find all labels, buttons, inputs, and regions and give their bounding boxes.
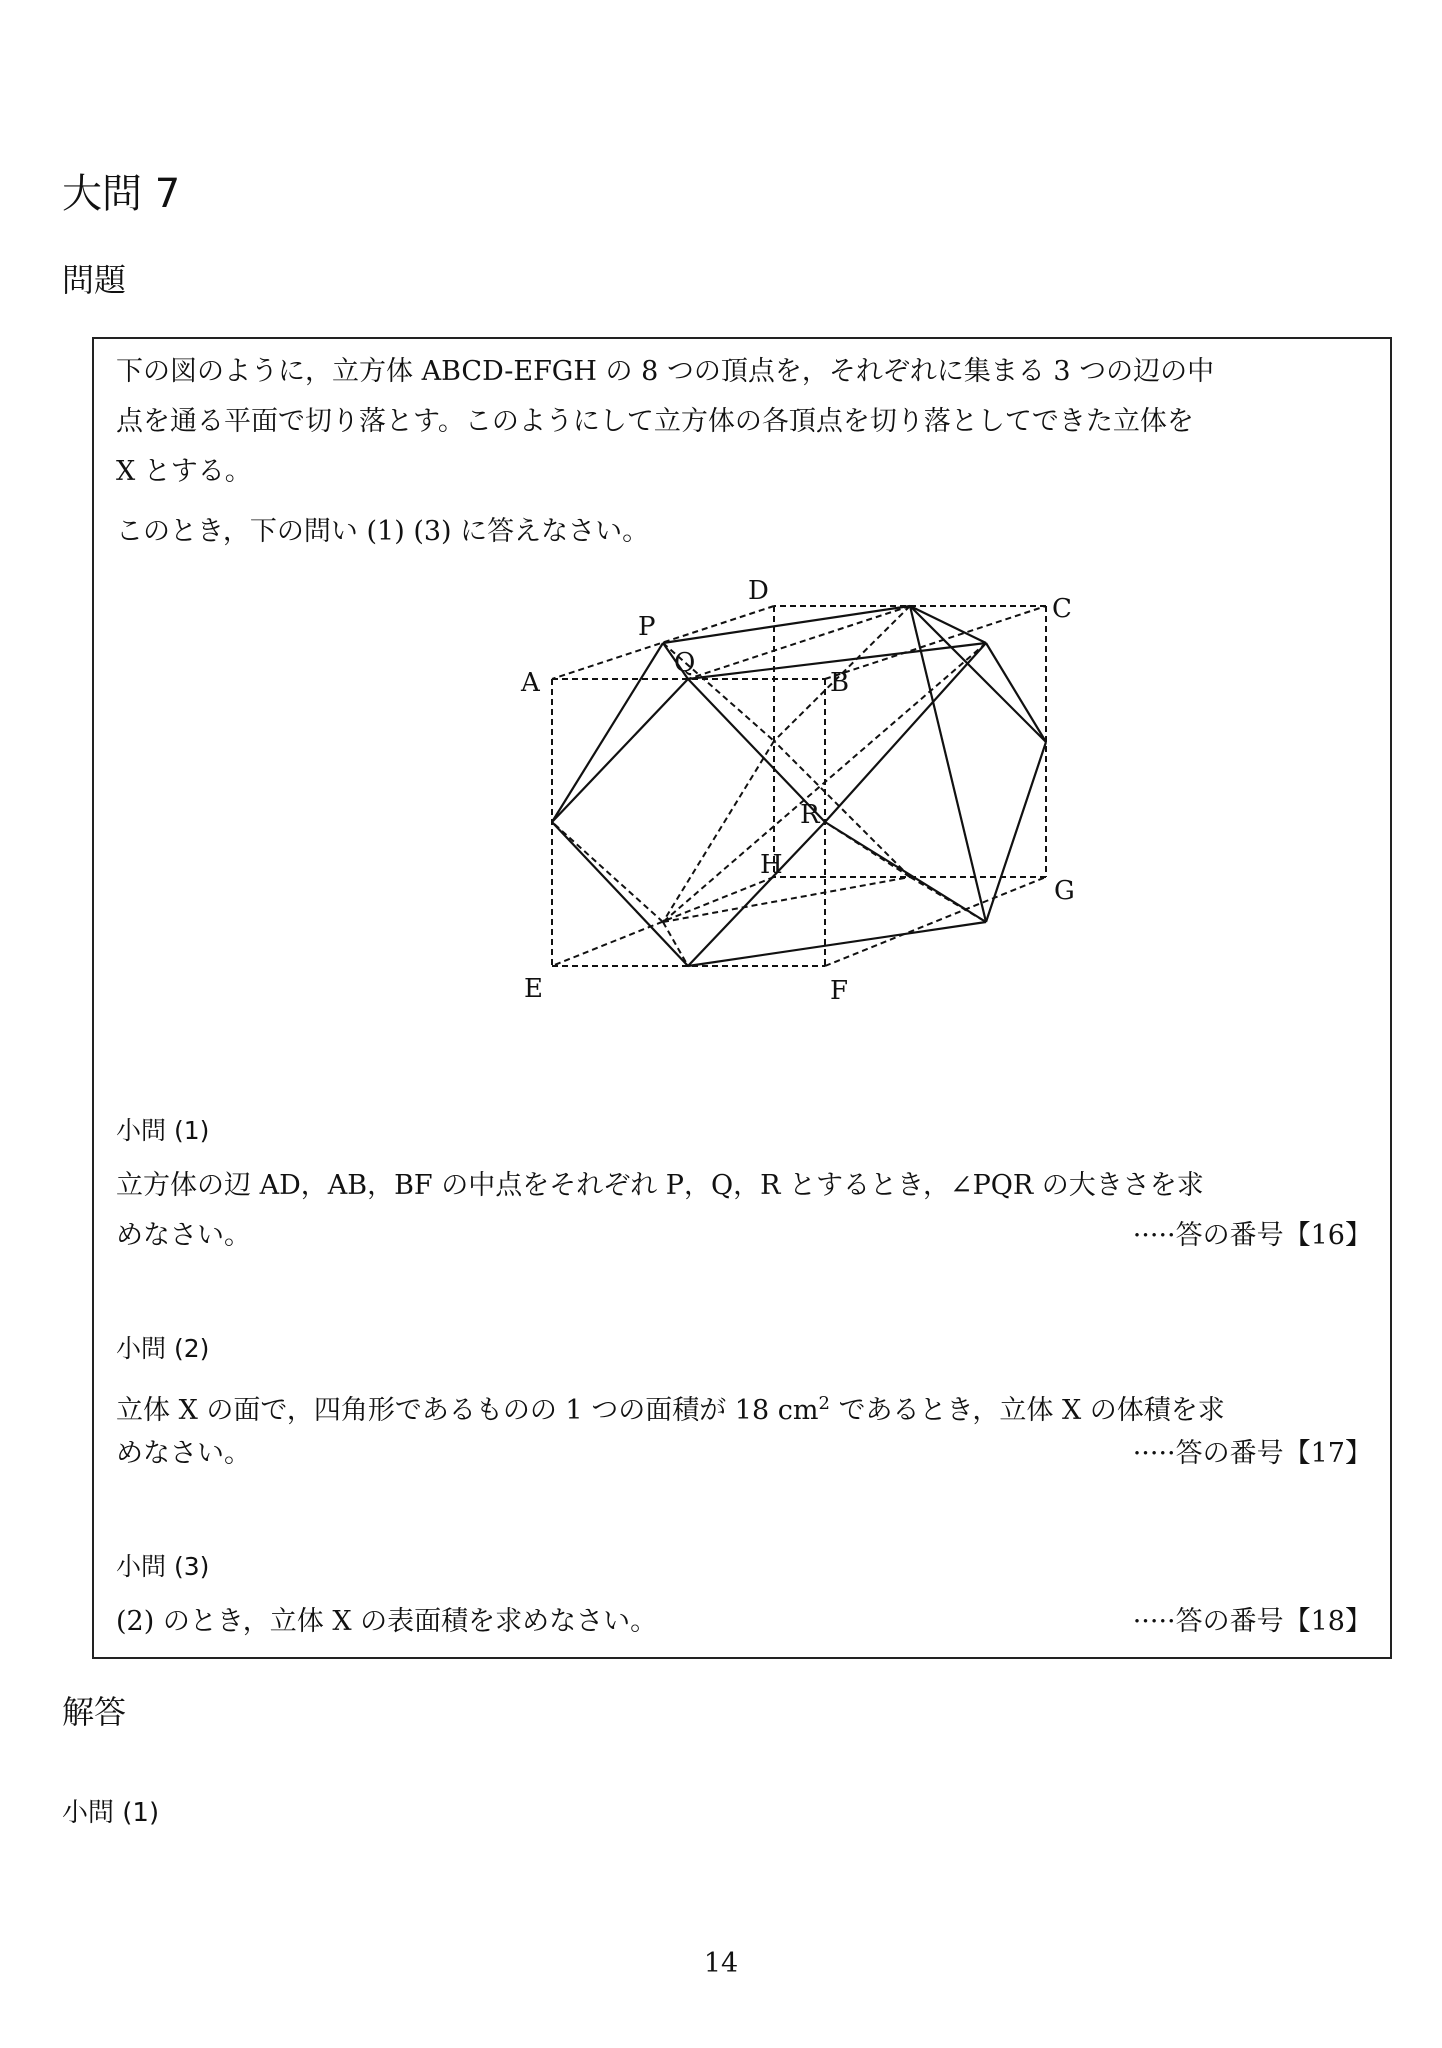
- question-1-line-2: [116, 1211, 1372, 1261]
- question-1-answer-code: ·····答の番号【16】: [1132, 1220, 1372, 1251]
- vertex-label-h: H: [760, 850, 783, 880]
- question-2-line-2-text: めなさい。: [116, 1438, 251, 1469]
- solid-x-edges: [552, 606, 1046, 966]
- question-2-line-1-a: 立体 X の面で，四角形であるものの 1 つの面積が 18 cm: [116, 1395, 819, 1426]
- question-1-line-1: 立方体の辺 AD，AB，BF の中点をそれぞれ P，Q，R とするとき，∠PQR の大きさを求: [116, 1170, 1204, 1201]
- answer-subquestion-1: 小問 (1): [62, 1798, 160, 1828]
- page-title: 大問 7: [62, 171, 181, 217]
- vertex-label-c: C: [1052, 594, 1072, 624]
- problem-intro: 下の図のように，立方体 ABCD-EFGH の 8 つの頂点を，それぞれに集まる 3 つの辺の中 点を通る平面で切り落とす。このようにして立方体の各頂点を切り落としてできた立体を X とする。: [116, 356, 1215, 487]
- page-number: 14: [703, 1948, 739, 1979]
- question-1-line-2-text: めなさい。: [116, 1220, 251, 1251]
- midpoint-label-r: R: [800, 800, 820, 830]
- answer-heading: 解答: [62, 1693, 127, 1731]
- question-2-answer-code: ·····答の番号【17】: [1132, 1438, 1372, 1469]
- vertex-label-a: A: [521, 668, 540, 698]
- vertex-label-b: B: [830, 668, 850, 698]
- problem-ask: このとき，下の問い (1) (3) に答えなさい。: [116, 516, 650, 547]
- vertex-label-e: E: [524, 974, 543, 1004]
- question-1-title: 小問 (1): [116, 1116, 210, 1145]
- question-3-answer-code: ·····答の番号【18】: [1132, 1606, 1372, 1637]
- question-2-line-1: [116, 1379, 1372, 1429]
- question-2-line-2: [116, 1429, 1372, 1479]
- vertex-label-g: G: [1054, 876, 1075, 906]
- cuboctahedron-figure: [504, 577, 1084, 1007]
- question-3-line-1-text: (2) のとき，立体 X の表面積を求めなさい。: [116, 1606, 658, 1637]
- question-3-text: [116, 1597, 1372, 1647]
- question-2-text: [116, 1379, 1372, 1479]
- problem-heading: 問題: [62, 261, 127, 299]
- vertex-label-d: D: [748, 577, 769, 606]
- question-3-title: 小問 (3): [116, 1552, 210, 1581]
- question-2-title: 小問 (2): [116, 1334, 210, 1363]
- midpoint-label-q: Q: [674, 648, 696, 678]
- question-1-text: [116, 1161, 1372, 1261]
- problem-box: [92, 337, 1392, 1659]
- question-3-line-1: [116, 1597, 1372, 1647]
- question-2-line-1-sup: 2: [818, 1393, 830, 1414]
- vertex-label-f: F: [830, 976, 849, 1006]
- midpoint-label-p: P: [638, 612, 656, 642]
- question-2-line-1-b: であるとき，立体 X の体積を求: [829, 1395, 1225, 1426]
